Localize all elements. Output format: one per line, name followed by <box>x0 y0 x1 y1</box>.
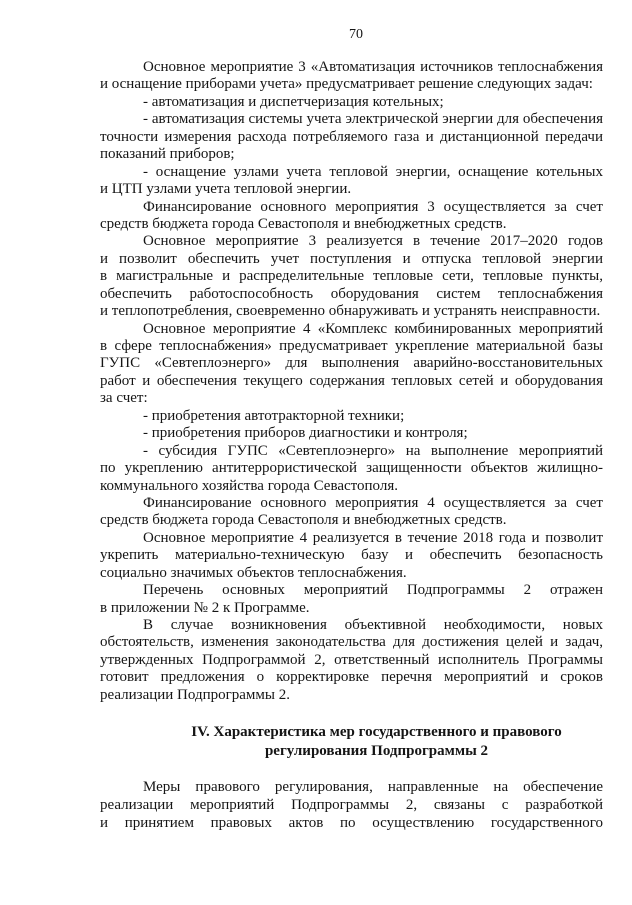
paragraph <box>100 94 603 111</box>
text-line: Финансирование основного мероприятия 3 осуществляется за счет <box>143 198 603 215</box>
text-line: коммунального хозяйства города Севастополя. <box>100 477 398 494</box>
text-line: Финансирование основного мероприятия 4 осуществляется за счет <box>143 494 603 511</box>
text-line: в магистральные и распределительные тепловые сети, тепловые пункты, <box>100 268 603 285</box>
page-number: 70 <box>349 27 363 42</box>
text-line: - автоматизация системы учета электрической энергии для обеспечения <box>143 111 603 128</box>
text-line: Основное мероприятие 3 реализуется в течение 2017–2020 годов <box>143 233 603 250</box>
text-line: по укреплению антитеррористической защищенности объектов жилищно- <box>100 460 603 477</box>
paragraph <box>100 617 603 704</box>
text-line: показаний приборов; <box>100 146 235 163</box>
text-line: - приобретения приборов диагностики и контроля; <box>143 425 468 442</box>
text-line: - субсидия ГУПС «Севтеплоэнерго» на выполнение мероприятий <box>143 442 603 459</box>
text-line: работ и обеспечения текущего содержания тепловых сетей и оборудования <box>100 372 603 389</box>
text-line: и теплопотребления, своевременно обнаруживать и устранять неисправности. <box>100 303 601 320</box>
paragraph <box>100 778 603 832</box>
text-line: и позволит обеспечить учет поступления и отпуска тепловой энергии <box>100 250 603 267</box>
text-line: средств бюджета города Севастополя и внебюджетных средств. <box>100 512 507 529</box>
section-heading <box>150 723 603 761</box>
text-line: реализации Подпрограммы 2. <box>100 686 290 703</box>
text-line: Основное мероприятие 4 реализуется в течение 2018 года и позволит <box>143 529 603 546</box>
text-line: Основное мероприятие 4 «Комплекс комбинированных мероприятий <box>143 320 603 337</box>
body-text <box>100 59 603 704</box>
paragraph <box>100 425 603 442</box>
paragraph <box>100 443 603 495</box>
text-line: Основное мероприятие 3 «Автоматизация источников теплоснабжения <box>143 59 603 75</box>
text-line: готовит предложения о корректировке перечня мероприятий и сроков <box>100 669 603 686</box>
section-heading-line: регулирования Подпрограммы 2 <box>264 743 489 759</box>
text-line: укрепить материально-техническую базу и обеспечить безопасность <box>100 547 603 564</box>
paragraph <box>100 495 603 530</box>
paragraph <box>100 233 603 320</box>
text-line: в приложении № 2 к Программе. <box>100 599 310 616</box>
paragraph <box>100 408 603 425</box>
text-line: социально значимых объектов теплоснабжения. <box>100 564 407 581</box>
paragraph <box>100 530 603 582</box>
paragraph <box>100 321 603 408</box>
paragraph <box>100 582 603 617</box>
text-line: Меры правового регулирования, направленные на обеспечение <box>143 779 603 795</box>
paragraph <box>100 59 603 94</box>
text-line: - автоматизация и диспетчеризация котельных; <box>143 93 444 110</box>
text-line: Перечень основных мероприятий Подпрограммы 2 отражен <box>143 582 603 599</box>
text-line: - приобретения автотракторной техники; <box>143 407 405 424</box>
text-line: реализации мероприятий Подпрограммы 2, связаны с разработкой <box>100 797 603 813</box>
text-line: за счет: <box>100 390 148 407</box>
paragraph <box>100 199 603 234</box>
text-line: и оснащение приборами учета» предусматривает решение следующих задач: <box>100 76 593 93</box>
section-body-text <box>100 778 603 832</box>
text-line: и принятием правовых актов по осуществлению государственного <box>100 815 603 831</box>
text-line: ГУПС «Севтеплоэнерго» для выполнения аварийно-восстановительных <box>100 355 603 372</box>
text-line: В случае возникновения объективной необходимости, новых <box>143 617 603 633</box>
text-line: точности измерения расхода потребляемого газа и дистанционной передачи <box>100 128 603 145</box>
text-line: средств бюджета города Севастополя и внебюджетных средств. <box>100 215 507 232</box>
text-line: - оснащение узлами учета тепловой энергии, оснащение котельных <box>143 163 603 180</box>
paragraph <box>100 164 603 199</box>
text-line: утвержденных Подпрограммой 2, ответственный исполнитель Программы <box>100 651 603 668</box>
text-line: в сфере теплоснабжения» предусматривает укрепление материальной базы <box>100 338 603 354</box>
text-line: обеспечить работоспособность оборудования систем теплоснабжения <box>100 285 603 302</box>
text-line: и ЦТП узлами учета тепловой энергии. <box>100 181 352 198</box>
text-line: обстоятельств, изменения законодательства для достижения целей и задач, <box>100 634 603 651</box>
paragraph <box>100 111 603 163</box>
section-heading-line: IV. Характеристика мер государственного и правового <box>191 724 562 740</box>
